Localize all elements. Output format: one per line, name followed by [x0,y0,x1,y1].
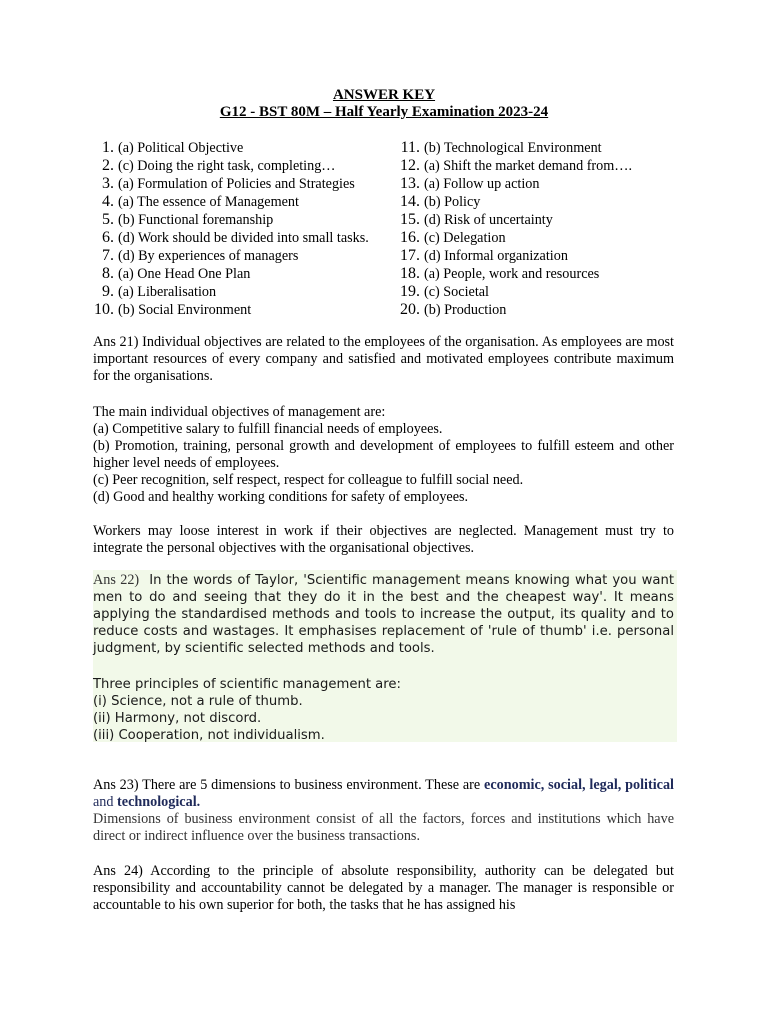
ans22-text: In the words of Taylor, 'Scientific management means knowing what you want men to do and seeing that they do it in the best and the cheapest way'. It means applying the standardised methods and tools to increase the output, its quality and to reduce costs and wastages. It emphasises replacement of 'rule of thumb' i.e. personal judgment, by scientific selected methods and tools. [93,573,674,656]
mcq-item: 9. (a) Liberalisation [102,283,217,300]
mcq-item: 7. (d) By experiences of managers [102,247,299,264]
mcq-item: 16. (c) Delegation [400,229,506,246]
mcq-item: 5. (b) Functional foremanship [102,211,274,228]
ans22-principle-2: (ii) Harmony, not discord. [93,711,262,726]
mcq-item: 2. (c) Doing the right task, completing… [102,157,336,174]
mcq-item: 11. (b) Technological Environment [400,139,602,156]
mcq-column-right [394,139,694,319]
mcq-item: 6. (d) Work should be divided into small tasks. [102,229,369,246]
mcq-item: 10. (b) Social Environment [94,301,252,318]
mcq-item: 1. (a) Political Objective [102,139,244,156]
mcq-item: 17. (d) Informal organization [400,247,568,264]
ans23-intro: Ans 23) There are 5 dimensions to business environment. These are economic, social, legal, political and technological. [93,777,674,810]
ans21-list-heading: The main individual objectives of management are: [93,404,386,420]
ans21-item-b: (b) Promotion, training, personal growth and development of employees to fulfill esteem and other higher level needs of employees. [93,438,674,471]
ans22-definition [93,572,674,657]
mcq-item: 12. (a) Shift the market demand from…. [400,157,633,174]
mcq-item: 18. (a) People, work and resources [400,265,600,282]
mcq-item: 13. (a) Follow up action [400,175,540,192]
mcq-item: 4. (a) The essence of Management [102,193,299,210]
ans22-label: Ans 22) [93,572,140,588]
ans21-item-c: (c) Peer recognition, self respect, respect for colleague to fulfill social need. [93,472,524,488]
ans22-principle-3: (iii) Cooperation, not individualism. [93,728,325,743]
ans22-principle-1: (i) Science, not a rule of thumb. [93,694,303,709]
ans21-item-d: (d) Good and healthy working conditions for safety of employees. [93,489,469,505]
ans23-definition: Dimensions of business environment consist of all the factors, forces and institutions which have direct or indirect influence over the business transactions. [93,811,674,844]
mcq-item: 3. (a) Formulation of Policies and Strategies [102,175,355,192]
ans22-principles-heading: Three principles of scientific management are: [93,677,401,692]
mcq-item: 8. (a) One Head One Plan [102,265,251,282]
mcq-item: 15. (d) Risk of uncertainty [400,211,553,228]
mcq-column-left [92,139,402,319]
ans24-text: Ans 24) According to the principle of absolute responsibility, authority can be delegated but responsibility and accountability cannot be delegated by a manager. The manager is responsible or accountable to his own superior for both, the tasks that he has assigned his [93,863,674,913]
mcq-item: 14. (b) Policy [400,193,481,210]
ans23-dimensions-last: technological. [117,794,201,810]
page-title: ANSWER KEY [332,87,436,103]
page-subtitle: G12 - BST 80M – Half Yearly Examination 2023-24 [219,104,549,120]
ans21-intro: Ans 21) Individual objectives are related to the employees of the organisation. As employees are most important resources of every company and satisfied and motivated employees contribute maximum for the organisations. [93,334,674,384]
ans21-conclusion: Workers may loose interest in work if their objectives are neglected. Management must try to integrate the personal objectives with the organisational objectives. [93,523,674,556]
mcq-item: 20. (b) Production [400,301,507,318]
ans23-dimensions: economic, social, legal, political [484,777,674,793]
ans21-item-a: (a) Competitive salary to fulfill financial needs of employees. [93,421,443,437]
mcq-item: 19. (c) Societal [400,283,489,300]
